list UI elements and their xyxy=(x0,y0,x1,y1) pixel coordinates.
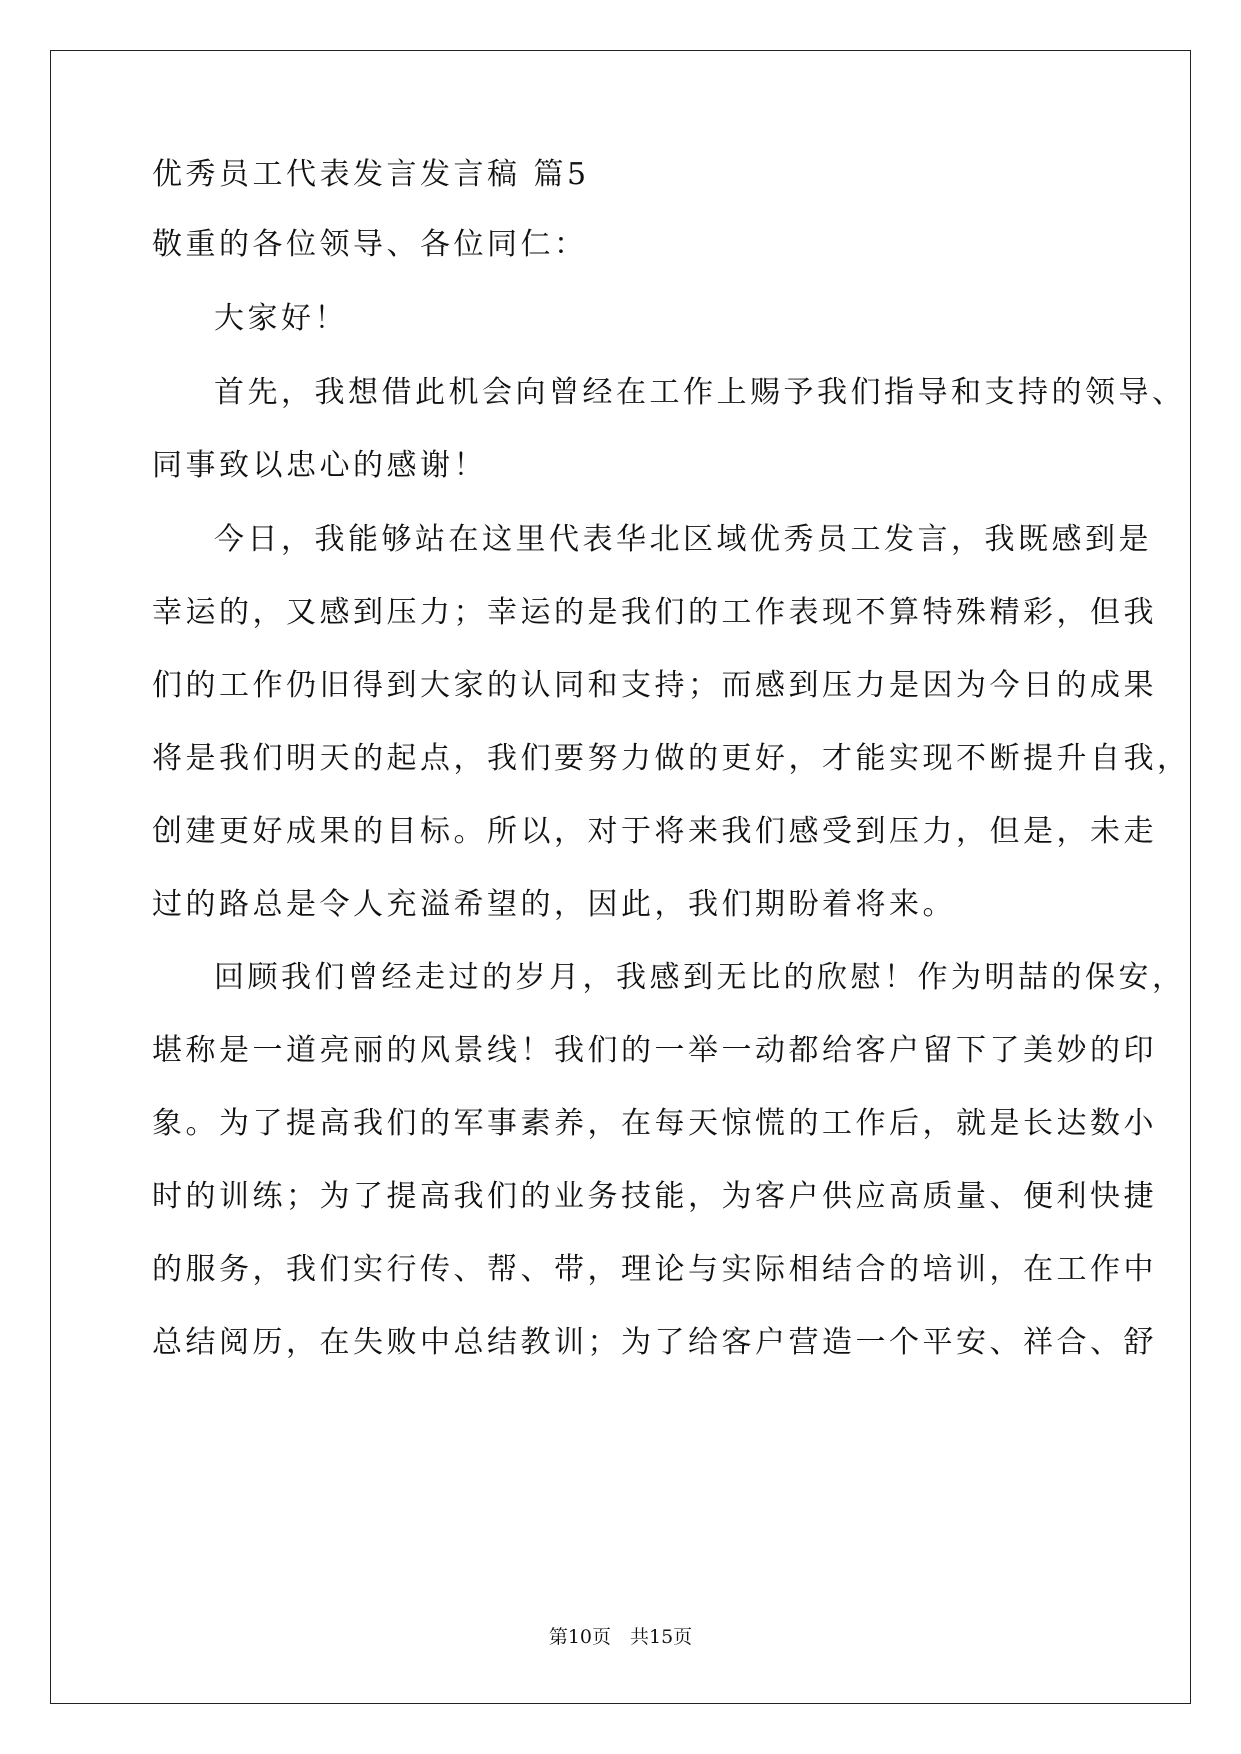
paragraph-line: 回顾我们曾经走过的岁月，我感到无比的欣慰！作为明喆的保安， xyxy=(214,960,1186,995)
page-number-footer: 第10页 共15页 xyxy=(548,1626,693,1648)
paragraph-line: 总结阅历，在失败中总结教训；为了给客户营造一个平安、祥合、舒 xyxy=(152,1325,1157,1360)
paragraph-line: 首先，我想借此机会向曾经在工作上赐予我们指导和支持的领导、 xyxy=(214,375,1186,410)
salutation: 敬重的各位领导、各位同仁： xyxy=(152,227,588,262)
document-title: 优秀员工代表发言发言稿 篇5 xyxy=(152,157,590,192)
paragraph-line: 的服务，我们实行传、帮、带，理论与实际相结合的培训，在工作中 xyxy=(152,1252,1157,1287)
greeting: 大家好！ xyxy=(214,301,348,336)
paragraph-line: 幸运的，又感到压力；幸运的是我们的工作表现不算特殊精彩，但我 xyxy=(152,595,1157,630)
paragraph-line: 过的路总是令人充溢希望的，因此，我们期盼着将来。 xyxy=(152,887,956,922)
paragraph-line: 创建更好成果的目标。所以，对于将来我们感受到压力，但是，未走 xyxy=(152,814,1157,849)
paragraph-line: 同事致以忠心的感谢！ xyxy=(152,448,487,483)
paragraph-line: 时的训练；为了提高我们的业务技能，为客户供应高质量、便利快捷 xyxy=(152,1179,1157,1214)
paragraph-line: 们的工作仍旧得到大家的认同和支持；而感到压力是因为今日的成果 xyxy=(152,668,1157,703)
paragraph-line: 象。为了提高我们的军事素养，在每天惊慌的工作后，就是长达数小 xyxy=(152,1106,1157,1141)
paragraph-line: 堪称是一道亮丽的风景线！我们的一举一动都给客户留下了美妙的印 xyxy=(152,1033,1157,1068)
paragraph-line: 今日，我能够站在这里代表华北区域优秀员工发言，我既感到是 xyxy=(214,522,1152,557)
paragraph-line: 将是我们明天的起点，我们要努力做的更好，才能实现不断提升自我， xyxy=(152,741,1191,776)
